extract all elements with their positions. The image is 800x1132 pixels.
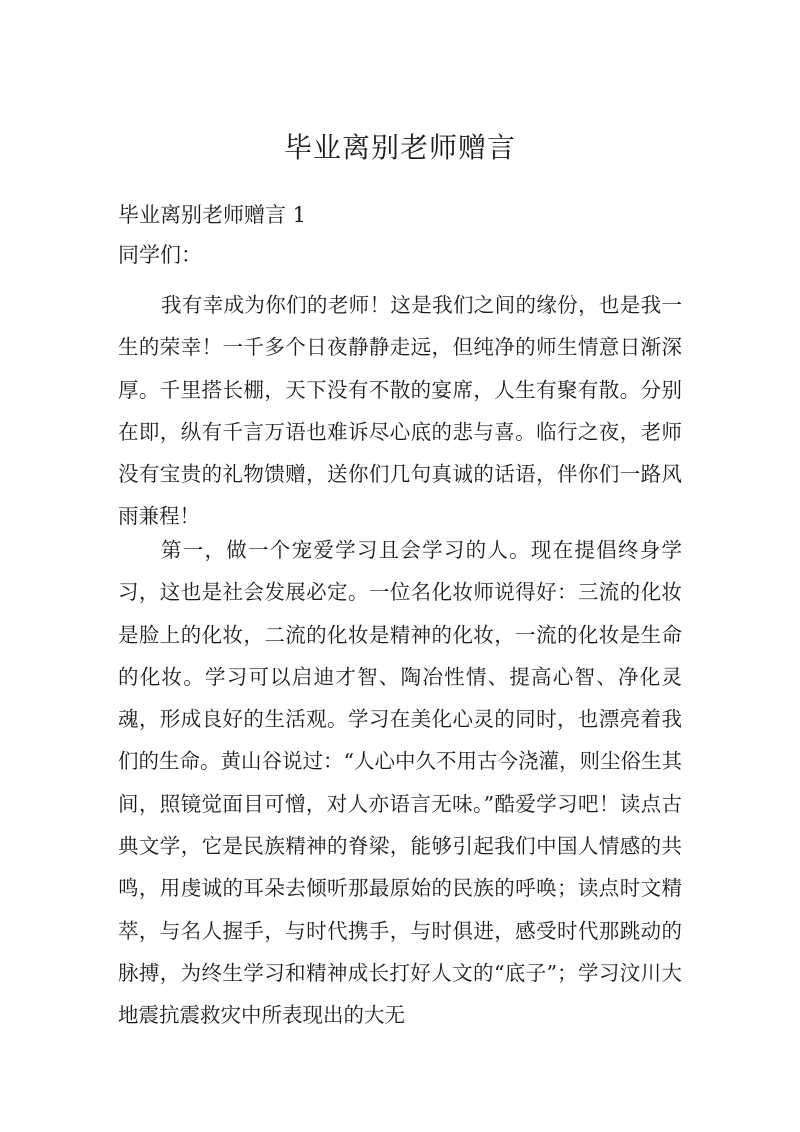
section-heading: 毕业离别老师赠言 1	[118, 203, 307, 227]
document-title: 毕业离别老师赠言	[283, 131, 516, 164]
salutation: 同学们：	[118, 243, 202, 267]
paragraph-1: 我有幸成为你们的老师！这是我们之间的缘份，也是我一生的荣幸！一千多个日夜静静走远，但纯净的师生情意日渐深厚。千里搭长棚，天下没有不散的宴席，人生有聚有散。分别在即，纵有千言万语也难诉尽心底的悲与喜。临行之夜，老师没有宝贵的礼物馈赠，送你们几句真诚的话语，伴你们一路风雨兼程！	[118, 293, 682, 529]
paragraph-2: 第一，做一个宠爱学习且会学习的人。现在提倡终身学习，这也是社会发展必定。一位名化妆师说得好：三流的化妆是脸上的化妆，二流的化妆是精神的化妆，一流的化妆是生命的化妆。学习可以启迪才智、陶冶性情、提高心智、净化灵魂，形成良好的生活观。学习在美化心灵的同时，也漂亮着我们的生命。黄山谷说过：“人心中久不用古今浇灌，则尘俗生其间，照镜觉面目可憎，对人亦语言无味。”酷爱学习吧！读点古典文学，它是民族精神的脊梁，能够引起我们中国人情感的共鸣，用虔诚的耳朵去倾听那最原始的民族的呼唤；读点时文精萃，与名人握手，与时代携手，与时俱进，感受时代那跳动的脉搏，为终生学习和精神成长打好人文的“底子”；学习汶川大地震抗震救灾中所表现出的大无	[118, 538, 682, 1028]
